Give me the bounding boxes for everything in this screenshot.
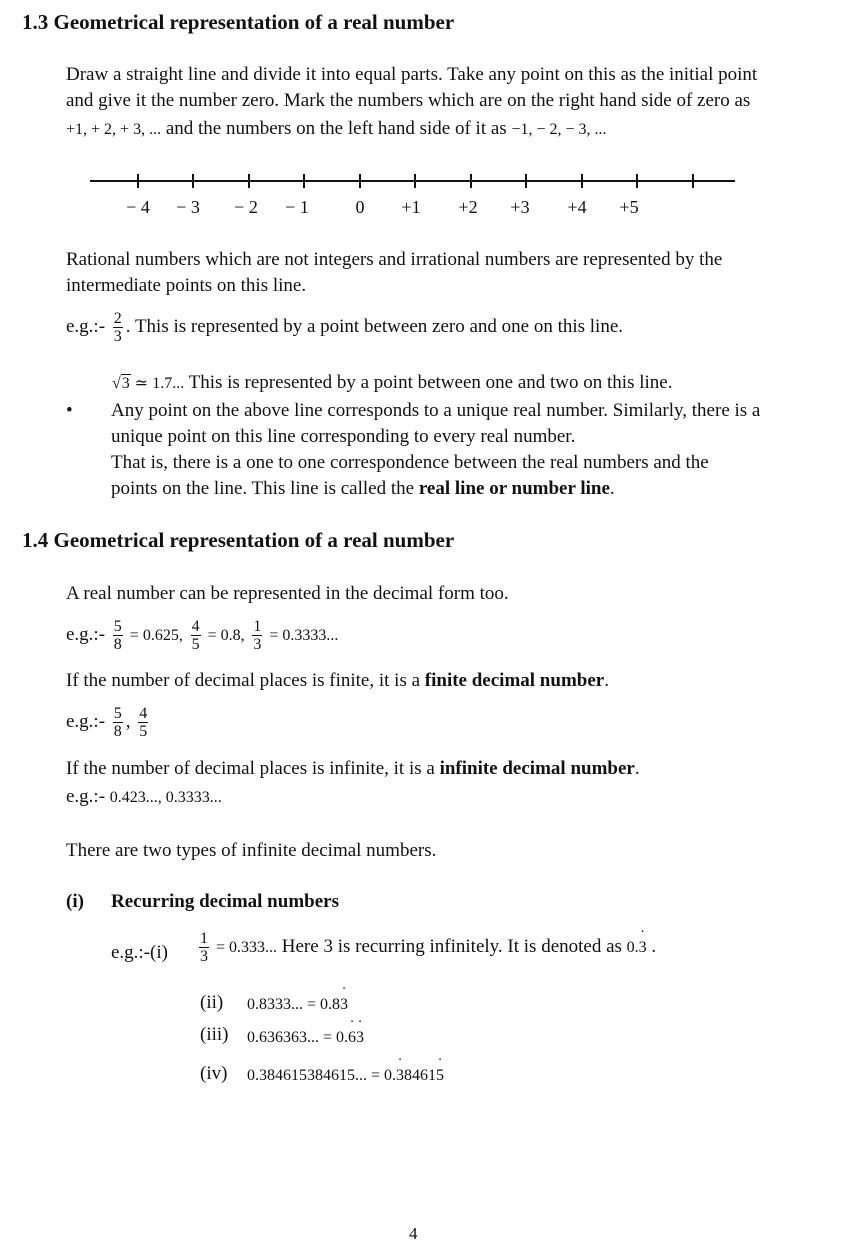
fraction-two-thirds — [113, 310, 123, 345]
section-heading-1-4: 1.4 Geometrical representation of a real number — [22, 528, 455, 552]
number-line-tick — [525, 174, 527, 188]
fraction-one-third: $\frac{1}{3}$ — [253, 618, 262, 653]
number-line-tick — [636, 174, 638, 188]
example-root-three — [112, 370, 672, 397]
example2-approx: ≃ 1.7... — [130, 375, 185, 392]
example-two-thirds — [66, 310, 623, 345]
recurring-item-expr: 0.8333... = 0.83 ˙ — [247, 992, 348, 1018]
number-line-tick — [414, 174, 416, 188]
recurring-eg-prefix: e.g.:-(i) — [111, 942, 168, 963]
bullet-line-2: unique point on this line corresponding to every real number. — [111, 426, 576, 447]
number-line-axis — [90, 180, 735, 182]
example1-text: . This is represented by a point between zero and one on this line. — [125, 315, 624, 337]
infinite-definition: If the number of decimal places is infinite, it is a infinite decimal number. — [66, 758, 640, 779]
bullet-icon: • — [66, 400, 73, 421]
intro-line-2: and give it the number zero. Mark the numbers which are on the right hand side of zero as — [66, 90, 751, 111]
fraction-five-eighths: $\frac{5}{8}$ — [113, 618, 122, 653]
rational-line-2: intermediate points on this line. — [66, 275, 307, 296]
number-line-tick — [248, 174, 250, 188]
number-line-tick — [192, 174, 194, 188]
fraction-one-third: $\frac{1}{3}$ — [200, 930, 208, 965]
numerator: 2 — [113, 310, 122, 327]
page-number: 4 — [409, 1224, 418, 1243]
fraction-four-fifths: $\frac{4}{5}$ — [139, 705, 148, 740]
example2-text: This is represented by a point between one and two on this line. — [184, 372, 673, 393]
bullet-line-3: That is, there is a one to one correspondence between the real numbers and the — [111, 452, 709, 473]
number-line-tick — [581, 174, 583, 188]
number-line-tick — [470, 174, 472, 188]
intro-line-3 — [66, 116, 607, 143]
subsection-title: Recurring decimal numbers — [111, 891, 339, 912]
two-types-text: There are two types of infinite decimal numbers. — [66, 840, 437, 861]
number-line-label: − 2 — [234, 197, 258, 217]
bullet-line-1: Any point on the above line corresponds to a unique real number. Similarly, there is a — [111, 400, 761, 421]
rational-line-1: Rational numbers which are not integers and irrational numbers are represented by the — [66, 249, 723, 270]
recurring-item-expr: 0.384615384615... = 0.3 ˙84615 ˙ — [247, 1063, 444, 1089]
number-line-tick — [359, 174, 361, 188]
recurring-item-marker: (ii) — [200, 992, 224, 1013]
recurring-item-marker: (iii) — [200, 1024, 229, 1045]
fraction-five-eighths: $\frac{5}{8}$ — [113, 705, 122, 740]
eg-prefix: e.g.:- — [66, 315, 106, 337]
finite-examples: e.g.:- $\frac{5}{8}$ , $\frac{4}{5}$ — [66, 705, 148, 740]
decimal-intro: A real number can be represented in the decimal form too. — [66, 583, 509, 604]
term-real-line: real line or number line — [418, 478, 610, 499]
intro-line-3-mid: and the numbers on the left hand side of it as — [161, 118, 512, 139]
number-line-label: +3 — [510, 197, 530, 217]
number-line-label: − 3 — [176, 197, 200, 217]
negative-numbers: −1, − 2, − 3, ... — [511, 121, 607, 138]
number-line-label: +5 — [619, 197, 639, 217]
number-line-label: +2 — [458, 197, 478, 217]
number-line-label: +1 — [401, 197, 421, 217]
term-finite-decimal: finite decimal number — [424, 670, 605, 691]
intro-line-1: Draw a straight line and divide it into equal parts. Take any point on this as the initial point — [66, 64, 758, 85]
recurring-notation: 0.3 ˙ — [627, 939, 647, 956]
number-line-label: − 1 — [285, 197, 309, 217]
positive-numbers: +1, + 2, + 3, ... — [66, 121, 162, 138]
denominator: 3 — [113, 328, 122, 345]
term-infinite-decimal: infinite decimal number — [439, 758, 635, 779]
square-root-icon: √3 — [112, 375, 130, 392]
section-heading-1-3: 1.3 Geometrical representation of a real number — [22, 10, 455, 34]
recurring-example-1: $\frac{1}{3}$ = 0.333... Here 3 is recurring infinitely. It is denoted as 0.3 ˙ . — [196, 930, 656, 965]
fraction-four-fifths: $\frac{4}{5}$ — [191, 618, 200, 653]
number-line-tick — [137, 174, 139, 188]
recurring-item-marker: (iv) — [200, 1063, 228, 1084]
number-line-tick — [692, 174, 694, 188]
number-line-label: − 4 — [126, 197, 150, 217]
number-line-label: 0 — [355, 197, 365, 217]
bullet-line-4: points on the line. This line is called the real line or number line. — [111, 478, 615, 499]
subsection-marker: (i) — [66, 891, 84, 912]
number-line-label: +4 — [567, 197, 587, 217]
recurring-item-expr: 0.636363... = 0.6 ˙3 ˙ — [247, 1025, 364, 1051]
number-line-tick — [303, 174, 305, 188]
infinite-examples: e.g.:- 0.423..., 0.3333... — [66, 786, 222, 807]
finite-definition: If the number of decimal places is finite, it is a finite decimal number. — [66, 670, 609, 691]
decimal-examples: e.g.:- $\frac{5}{8}$ = 0.625, $\frac{4}{5}$ = 0.8, $\frac{1}{3}$ = 0.3333... — [66, 618, 339, 653]
